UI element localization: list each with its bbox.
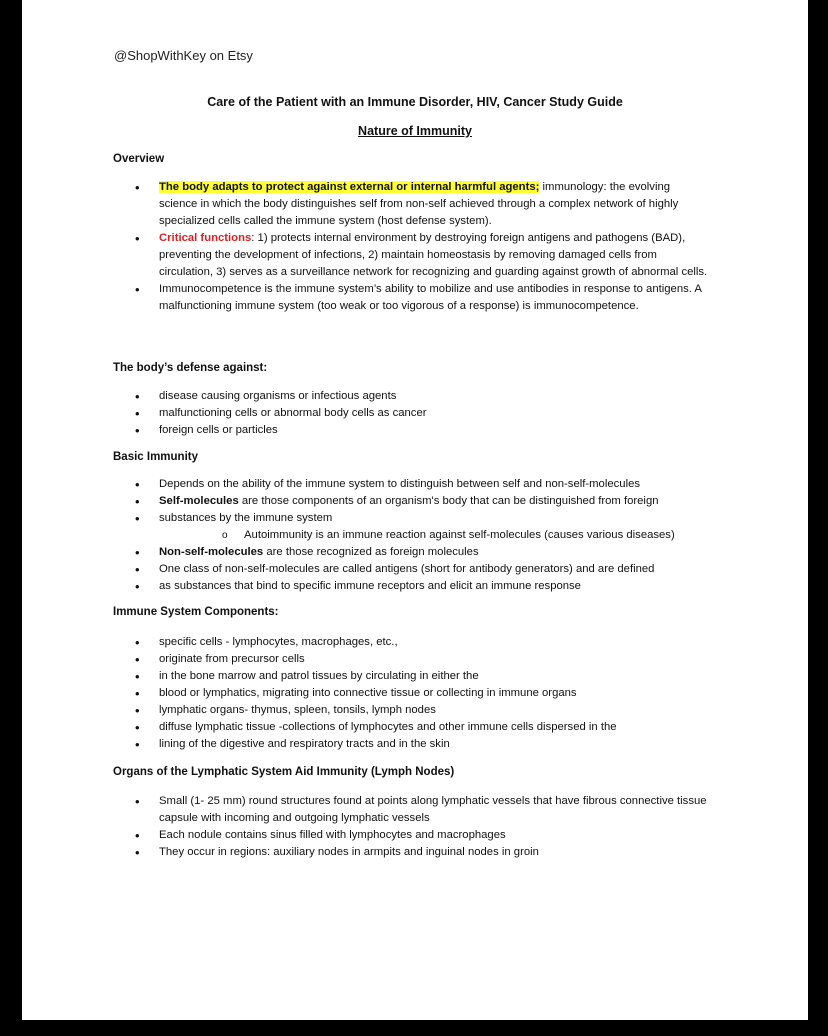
list-item: • Self-molecules are those components of an organism's body that can be distinguished from foreign (135, 494, 659, 509)
bullet-icon: • (135, 737, 140, 752)
overview-list (22, 179, 808, 315)
list-item: • blood or lymphatics, migrating into connective tissue or collecting in immune organs (135, 686, 577, 701)
list-item: • originate from precursor cells (135, 652, 305, 667)
bullet-icon: • (135, 652, 140, 667)
bullet-icon: • (135, 686, 140, 701)
heading-components: Immune System Components: (113, 606, 279, 618)
heading-lymph-organs: Organs of the Lymphatic System Aid Immunity (Lymph Nodes) (113, 766, 455, 778)
bullet-icon: • (135, 406, 140, 421)
components-list (22, 634, 808, 753)
lymph-organs-list (22, 793, 808, 861)
bullet-icon: • (135, 703, 140, 718)
bullet-icon: • (135, 423, 140, 438)
list-item: • Critical functions: 1) protects internal environment by destroying foreign antigens and pathogens (BAD), preventing the development of infections, 2) maintain homeostasis by removing damaged cells from circulation, 3) serves as a surveillance network for recognizing and guarding against growth of abnormal cells. (135, 231, 708, 278)
bullet-icon: • (135, 794, 140, 809)
document-page (22, 0, 808, 1020)
list-item: • They occur in regions: auxiliary nodes in armpits and inguinal nodes in groin (135, 845, 539, 860)
highlighted-text: The body adapts to protect against external or internal harmful agents; (159, 181, 540, 193)
bullet-icon: • (135, 579, 140, 594)
bullet-icon: • (135, 494, 140, 509)
list-item: • One class of non-self-molecules are called antigens (short for antibody generators) and are defined (135, 562, 655, 577)
list-item: • malfunctioning cells or abnormal body cells as cancer (135, 406, 427, 421)
defense-list (22, 388, 808, 439)
bullet-icon: • (135, 545, 140, 560)
list-item: • lining of the digestive and respiratory tracts and in the skin (135, 737, 450, 752)
list-item: • Each nodule contains sinus filled with lymphocytes and macrophages (135, 828, 506, 843)
list-item: • specific cells - lymphocytes, macrophages, etc., (135, 635, 398, 650)
watermark: @ShopWithKey on Etsy (114, 48, 253, 63)
bullet-icon: • (135, 511, 140, 526)
list-item: • diffuse lymphatic tissue -collections of lymphocytes and other immune cells dispersed in the (135, 720, 617, 735)
bullet-icon: • (135, 635, 140, 650)
heading-overview: Overview (113, 153, 165, 165)
list-item: • in the bone marrow and patrol tissues by circulating in either the (135, 669, 479, 684)
list-item: • Non-self-molecules are those recognized as foreign molecules (135, 545, 479, 560)
bullet-icon: • (135, 389, 140, 404)
document-subtitle: Nature of Immunity (358, 124, 472, 138)
list-item: • Small (1- 25 mm) round structures found at points along lymphatic vessels that have fibrous connective tissue capsule with incoming and outgoing lymphatic vessels (135, 794, 707, 824)
list-item: • as substances that bind to specific immune receptors and elicit an immune response (135, 579, 581, 594)
basic-immunity-list (22, 476, 808, 595)
circle-bullet-icon: o (222, 530, 228, 541)
bullet-icon: • (135, 562, 140, 577)
bullet-icon: • (135, 845, 140, 860)
bullet-icon: • (135, 828, 140, 843)
bullet-icon: • (135, 282, 140, 297)
bullet-icon: • (135, 669, 140, 684)
heading-basic-immunity: Basic Immunity (113, 451, 198, 463)
bullet-icon: • (135, 231, 140, 246)
heading-defense: The body’s defense against: (113, 362, 268, 374)
list-item: • substances by the immune system (135, 511, 333, 526)
bullet-icon: • (135, 180, 140, 195)
list-item: • disease causing organisms or infectious agents (135, 389, 397, 404)
list-item: • lymphatic organs- thymus, spleen, tonsils, lymph nodes (135, 703, 436, 718)
bullet-icon: • (135, 477, 140, 492)
list-item: • Depends on the ability of the immune system to distinguish between self and non-self-molecules (135, 477, 641, 492)
list-item: • The body adapts to protect against external or internal harmful agents; immunology: the evolving science in which the body distinguishes self from non-self achieved through a complex network of highly specialized cells called the immune system (host defense system). (135, 180, 679, 227)
document-title: Care of the Patient with an Immune Disorder, HIV, Cancer Study Guide (207, 95, 623, 109)
list-item: • Immunocompetence is the immune system’s ability to mobilize and use antibodies in response to antigens. A malfunctioning immune system (too weak or too vigorous of a response) is immunocompetence. (135, 282, 702, 312)
list-item: • foreign cells or particles (135, 423, 278, 438)
red-label: Critical functions (159, 232, 252, 244)
sub-list-item: o Autoimmunity is an immune reaction against self-molecules (causes various diseases) (22, 527, 808, 544)
bullet-icon: • (135, 720, 140, 735)
